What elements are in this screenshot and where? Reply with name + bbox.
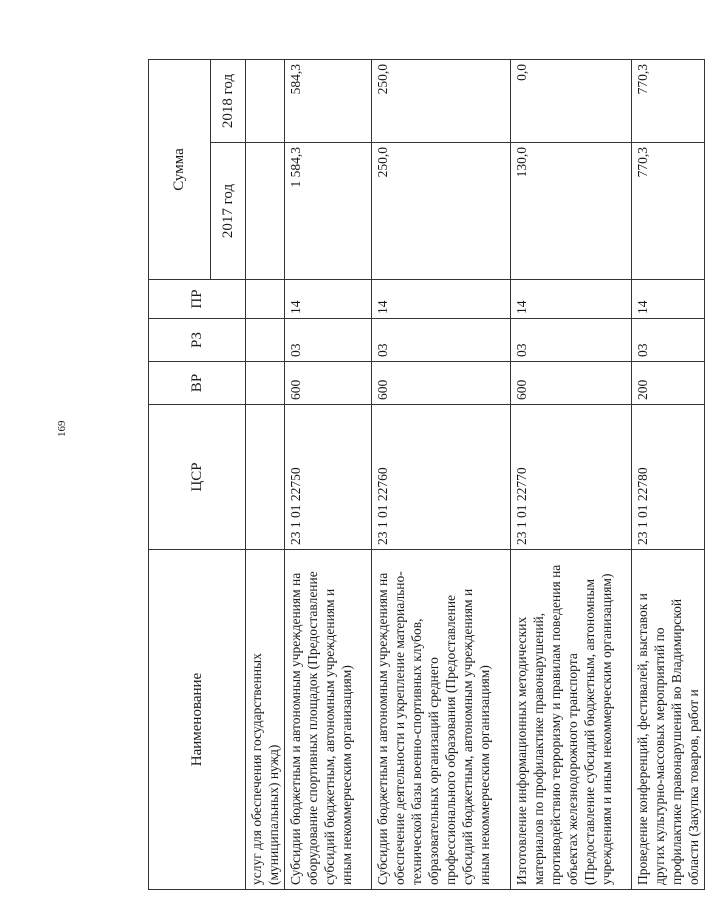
cell-sum-2018: 0,0 bbox=[511, 59, 632, 142]
cell-csr: 23 1 01 22770 bbox=[511, 405, 632, 550]
cell-rz: 03 bbox=[372, 319, 511, 362]
header-name: Наименование bbox=[149, 550, 246, 890]
cell-pr bbox=[246, 280, 285, 319]
cell-name: Субсидии бюджетным и автономным учреждениям на оборудование спортивных площадок (Предоставление субсидий бюджетным, автономным учреждениям и иным некоммерческим организациям) bbox=[285, 550, 372, 890]
cell-sum-2018: 250,0 bbox=[372, 59, 511, 142]
cell-name: Субсидии бюджетным и автономным учреждениям на обеспечение деятельности и укрепление материально-технической базы военно-спортивных клубов, образовательных организаций среднего профессионального образования (Предоставление субсидий бюджетным, автономным учреждениям и иным некоммерческим организациям) bbox=[372, 550, 511, 890]
header-vr: ВР bbox=[149, 362, 246, 405]
cell-vr: 600 bbox=[285, 362, 372, 405]
table-row bbox=[511, 59, 632, 889]
table-row bbox=[285, 59, 372, 889]
cell-sum-2018: 584,3 bbox=[285, 59, 372, 142]
cell-rz bbox=[246, 319, 285, 362]
cell-pr: 14 bbox=[285, 280, 372, 319]
budget-table bbox=[148, 59, 705, 890]
cell-csr: 23 1 01 22760 bbox=[372, 405, 511, 550]
cell-csr: 23 1 01 22780 bbox=[632, 405, 705, 550]
header-csr: ЦСР bbox=[149, 405, 246, 550]
cell-rz: 03 bbox=[285, 319, 372, 362]
cell-vr: 600 bbox=[372, 362, 511, 405]
cell-pr: 14 bbox=[632, 280, 705, 319]
cell-sum-2018: 770,3 bbox=[632, 59, 705, 142]
header-rz: РЗ bbox=[149, 319, 246, 362]
cell-name: услуг для обеспечения государственных (муниципальных) нужд) bbox=[246, 550, 285, 890]
cell-rz: 03 bbox=[511, 319, 632, 362]
cell-pr: 14 bbox=[372, 280, 511, 319]
cell-pr: 14 bbox=[511, 280, 632, 319]
cell-name: Изготовление информационных методических материалов по профилактике правонарушений, противодействию терроризму и правилам поведения на объектах железнодорожного транспорта (Предоставление субсидий бюджетным, автономным учреждениям и иным некоммерческим организациям) bbox=[511, 550, 632, 890]
cell-sum-2018 bbox=[246, 59, 285, 142]
table-row bbox=[632, 59, 705, 889]
cell-name: Проведение конференций, фестивалей, выставок и других культурно-массовых мероприятий по профилактике правонарушений во Владимирской области (Закупка товаров, работ и bbox=[632, 550, 705, 890]
header-row bbox=[149, 59, 211, 889]
header-year-2017: 2017 год bbox=[211, 143, 246, 280]
cell-csr bbox=[246, 405, 285, 550]
cell-csr: 23 1 01 22750 bbox=[285, 405, 372, 550]
header-pr: ПР bbox=[149, 280, 246, 319]
header-year-2018: 2018 год bbox=[211, 59, 246, 142]
header-sum: Сумма bbox=[149, 59, 211, 279]
cell-sum-2017: 1 584,3 bbox=[285, 143, 372, 280]
cell-sum-2017 bbox=[246, 143, 285, 280]
cell-rz: 03 bbox=[632, 319, 705, 362]
cell-vr: 200 bbox=[632, 362, 705, 405]
cell-sum-2017: 770,3 bbox=[632, 143, 705, 280]
cell-sum-2017: 250,0 bbox=[372, 143, 511, 280]
table-row bbox=[372, 59, 511, 889]
cell-vr bbox=[246, 362, 285, 405]
page-number: 169 bbox=[56, 420, 68, 437]
cell-vr: 600 bbox=[511, 362, 632, 405]
table-wrapper bbox=[148, 60, 701, 890]
cell-sum-2017: 130,0 bbox=[511, 143, 632, 280]
table-row bbox=[246, 59, 285, 889]
